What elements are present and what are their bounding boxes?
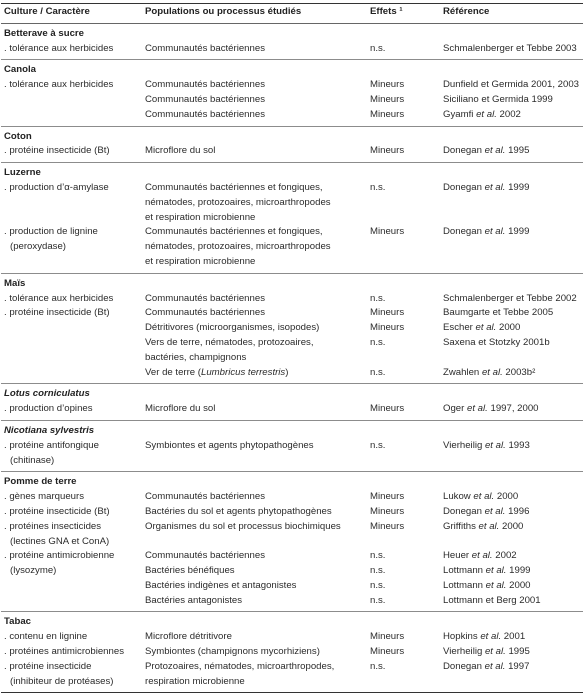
trait-entry xyxy=(1,144,583,159)
effect-cell: n.s. xyxy=(370,42,386,54)
result-rows xyxy=(145,439,583,454)
reference-cell: Donegan et al. 1999 xyxy=(443,226,530,238)
crop-name: Canola xyxy=(4,64,36,76)
trait-cell: . protéine insecticide (inhibiteur de protéases) xyxy=(4,660,114,687)
italic-text: et al. xyxy=(467,403,488,415)
effect-cell: n.s. xyxy=(370,439,386,451)
result-rows xyxy=(145,181,583,225)
effect-cell: n.s. xyxy=(370,366,386,378)
trait-entry xyxy=(1,505,583,520)
reference-cell: Vierheilig et al. 1995 xyxy=(443,646,530,658)
trait-entry xyxy=(1,306,583,380)
population-cell: Communautés bactériennes et fongiques, nématodes, protozoaires, microarthropodes et respiration microbienne xyxy=(145,226,331,267)
effect-cell: Mineurs xyxy=(370,226,405,238)
population-cell: Symbiontes (champignons mycorhiziens) xyxy=(145,646,320,658)
reference-cell: Griffiths et al. 2000 xyxy=(443,520,524,532)
italic-text: et al. xyxy=(484,181,506,193)
effect-cell: Mineurs xyxy=(370,505,405,517)
trait-entry xyxy=(1,439,583,469)
trait-entry xyxy=(1,660,583,690)
reference-cell: Lottmann et al. 2000 xyxy=(443,579,531,591)
crop-section xyxy=(1,384,583,421)
reference-cell: Hopkins et al. 2001 xyxy=(443,631,526,643)
reference-cell: Donegan et al. 1999 xyxy=(443,181,530,193)
reference-cell: Vierheilig et al. 1993 xyxy=(443,439,530,451)
population-cell: Bactéries du sol et agents phytopathogènes xyxy=(145,505,332,517)
reference-cell: Siciliano et Germida 1999 xyxy=(443,93,553,105)
effect-cell: n.s. xyxy=(370,181,386,193)
population-cell: Communautés bactériennes xyxy=(145,550,265,562)
trait-entry xyxy=(1,630,583,645)
table-body xyxy=(1,24,583,694)
population-cell: Communautés bactériennes xyxy=(145,79,265,91)
reference-cell: Gyamfi et al. 2002 xyxy=(443,108,521,120)
italic-text: et al. xyxy=(478,520,500,532)
crop-name: Coton xyxy=(4,130,32,142)
effect-cell: n.s. xyxy=(370,336,386,348)
crop-name: Betterave à sucre xyxy=(4,27,84,39)
population-cell: Bactéries bénéfiques xyxy=(145,565,235,577)
population-cell: Organismes du sol et processus biochimiques xyxy=(145,520,341,532)
crop-name: Lotus corniculatus xyxy=(4,388,90,400)
population-cell: Microflore du sol xyxy=(145,403,216,415)
population-cell: Détritivores (microorganismes, isopodes) xyxy=(145,322,320,334)
table-row xyxy=(145,505,583,520)
population-cell: Bactéries antagonistes xyxy=(145,594,243,606)
italic-text: et al. xyxy=(485,565,507,577)
reference-cell: Heuer et al. 2002 xyxy=(443,550,517,562)
effect-cell: n.s. xyxy=(370,565,386,577)
reference-cell: Saxena et Stotzky 2001b xyxy=(443,336,550,348)
table-row xyxy=(145,549,583,564)
table-row xyxy=(145,292,583,307)
italic-text: et al. xyxy=(484,646,506,658)
table-row xyxy=(145,336,583,366)
trait-cell: . protéine insecticide (Bt) xyxy=(4,307,110,319)
crop-section xyxy=(1,127,583,164)
table-row xyxy=(145,225,583,269)
trait-cell: . protéines antimicrobiennes xyxy=(4,646,124,658)
italic-text: Lumbricus terrestris xyxy=(201,366,286,378)
population-cell: Communautés bactériennes xyxy=(145,292,265,304)
crop-section xyxy=(1,612,583,693)
crop-name: Tabac xyxy=(4,616,32,628)
column-header-reference: Référence xyxy=(443,6,490,17)
effect-cell: n.s. xyxy=(370,594,386,606)
result-rows xyxy=(145,292,583,307)
reference-cell: Schmalenberger et Tebbe 2003 xyxy=(443,42,577,54)
effect-cell: Mineurs xyxy=(370,307,405,319)
reference-cell: Escher et al. 2000 xyxy=(443,322,521,334)
trait-cell: . protéines insecticides (lectines GNA et ConA) xyxy=(4,520,110,547)
trait-cell: . tolérance aux herbicides xyxy=(4,79,114,91)
result-rows xyxy=(145,78,583,122)
effect-cell: Mineurs xyxy=(370,491,405,503)
trait-cell: . production d’α-amylase xyxy=(4,181,109,193)
effect-cell: Mineurs xyxy=(370,631,405,643)
italic-text: et al. xyxy=(471,550,493,562)
trait-entry xyxy=(1,490,583,505)
population-cell: Ver de terre (Lumbricus terrestris) xyxy=(145,366,289,378)
reference-cell: Donegan et al. 1997 xyxy=(443,660,530,672)
column-header-populations: Populations ou processus étudiés xyxy=(145,6,302,17)
effect-cell: n.s. xyxy=(370,550,386,562)
effect-cell: Mineurs xyxy=(370,108,405,120)
italic-text: et al. xyxy=(484,439,506,451)
crop-name: Maïs xyxy=(4,277,26,289)
population-cell: Communautés bactériennes xyxy=(145,491,265,503)
trait-cell: . protéine antifongique (chitinase) xyxy=(4,439,99,466)
table-row xyxy=(145,490,583,505)
table-row xyxy=(145,520,583,535)
trait-cell: . protéine antimicrobienne (lysozyme) xyxy=(4,550,115,577)
trait-cell: . contenu en lignine xyxy=(4,631,88,643)
population-cell: Protozoaires, nématodes, microarthropodes, respiration microbienne xyxy=(145,660,335,687)
trait-cell: . tolérance aux herbicides xyxy=(4,292,114,304)
table-row xyxy=(145,42,583,57)
population-cell: Communautés bactériennes et fongiques, nématodes, protozoaires, microarthropodes et respiration microbienne xyxy=(145,181,331,223)
table-row xyxy=(145,645,583,660)
reference-cell: Lottmann et al. 1999 xyxy=(443,565,531,577)
trait-entry xyxy=(1,42,583,57)
crop-section xyxy=(1,163,583,274)
reference-cell: Baumgarte et Tebbe 2005 xyxy=(443,307,554,319)
result-rows xyxy=(145,306,583,380)
table-row xyxy=(145,402,583,417)
trait-entry xyxy=(1,78,583,122)
crop-section xyxy=(1,421,583,472)
crop-name: Nicotiana sylvestris xyxy=(4,424,95,436)
reference-cell: Lukow et al. 2000 xyxy=(443,491,519,503)
table-row xyxy=(145,144,583,159)
result-rows xyxy=(145,520,583,535)
trait-cell: . gènes marqueurs xyxy=(4,491,84,503)
table-row xyxy=(145,321,583,336)
reference-cell: Lottmann et Berg 2001 xyxy=(443,594,541,606)
effect-cell: Mineurs xyxy=(370,646,405,658)
population-cell: Symbiontes et agents phytopathogènes xyxy=(145,439,314,451)
italic-text: et al. xyxy=(484,226,506,238)
effect-cell: n.s. xyxy=(370,292,386,304)
result-rows xyxy=(145,144,583,159)
italic-text: et al. xyxy=(484,145,506,157)
italic-text: et al. xyxy=(485,579,507,591)
italic-text: et al. xyxy=(484,660,506,672)
crop-section xyxy=(1,472,583,612)
crop-name: Luzerne xyxy=(4,167,41,179)
trait-entry xyxy=(1,402,583,417)
trait-entry xyxy=(1,549,583,608)
trait-entry xyxy=(1,292,583,307)
trait-entry xyxy=(1,181,583,225)
column-header-culture: Culture / Caractère xyxy=(4,6,90,17)
reference-cell: Dunfield et Germida 2001, 2003 xyxy=(443,79,579,91)
result-rows xyxy=(145,490,583,505)
effect-cell: Mineurs xyxy=(370,145,405,157)
trait-entry xyxy=(1,520,583,550)
table-row xyxy=(145,579,583,594)
trait-cell: . production de lignine (peroxydase) xyxy=(4,226,98,253)
table-header-row xyxy=(1,4,583,24)
italic-text: et al. xyxy=(484,505,506,517)
table-row xyxy=(145,93,583,108)
crop-section xyxy=(1,60,583,126)
trait-cell: . tolérance aux herbicides xyxy=(4,42,114,54)
crop-section xyxy=(1,24,583,61)
trait-entry xyxy=(1,645,583,660)
reference-cell: Schmalenberger et Tebbe 2002 xyxy=(443,292,577,304)
effect-cell: Mineurs xyxy=(370,520,405,532)
table-row xyxy=(145,108,583,123)
effect-cell: n.s. xyxy=(370,579,386,591)
table-row xyxy=(145,564,583,579)
population-cell: Communautés bactériennes xyxy=(145,307,265,319)
reference-cell: Oger et al. 1997, 2000 xyxy=(443,403,539,415)
population-cell: Bactéries indigènes et antagonistes xyxy=(145,579,297,591)
effect-cell: Mineurs xyxy=(370,322,405,334)
italic-text: et al. xyxy=(480,631,502,643)
crop-section xyxy=(1,274,583,385)
population-cell: Microflore du sol xyxy=(145,145,216,157)
trait-entry xyxy=(1,225,583,269)
effect-cell: Mineurs xyxy=(370,79,405,91)
result-rows xyxy=(145,402,583,417)
table-row xyxy=(145,439,583,454)
result-rows xyxy=(145,630,583,645)
reference-cell: Zwahlen et al. 2003b² xyxy=(443,366,536,378)
population-cell: Microflore détritivore xyxy=(145,631,232,643)
population-cell: Communautés bactériennes xyxy=(145,108,265,120)
result-rows xyxy=(145,645,583,660)
table-row xyxy=(145,306,583,321)
table-row xyxy=(145,78,583,93)
table-row xyxy=(145,660,583,690)
table-row xyxy=(145,630,583,645)
result-rows xyxy=(145,225,583,269)
population-cell: Communautés bactériennes xyxy=(145,93,265,105)
effect-cell: Mineurs xyxy=(370,93,405,105)
result-rows xyxy=(145,505,583,520)
trait-cell: . protéine insecticide (Bt) xyxy=(4,505,110,517)
trait-cell: . protéine insecticide (Bt) xyxy=(4,145,110,157)
italic-text: et al. xyxy=(473,491,495,503)
italic-text: et al. xyxy=(475,322,497,334)
reference-cell: Donegan et al. 1995 xyxy=(443,145,530,157)
effect-cell: Mineurs xyxy=(370,403,405,415)
population-cell: Communautés bactériennes xyxy=(145,42,265,54)
table-row xyxy=(145,181,583,225)
column-header-effets: Effets ¹ xyxy=(370,6,403,17)
crop-name: Pomme de terre xyxy=(4,476,77,488)
data-table xyxy=(1,3,583,693)
result-rows xyxy=(145,549,583,608)
italic-text: et al. xyxy=(481,366,503,378)
italic-text: et al. xyxy=(476,108,497,120)
result-rows xyxy=(145,42,583,57)
reference-cell: Donegan et al. 1996 xyxy=(443,505,530,517)
table-row xyxy=(145,366,583,381)
table-row xyxy=(145,594,583,609)
trait-cell: . production d’opines xyxy=(4,403,93,415)
effect-cell: n.s. xyxy=(370,660,386,672)
result-rows xyxy=(145,660,583,690)
population-cell: Vers de terre, nématodes, protozoaires, bactéries, champignons xyxy=(145,336,314,363)
